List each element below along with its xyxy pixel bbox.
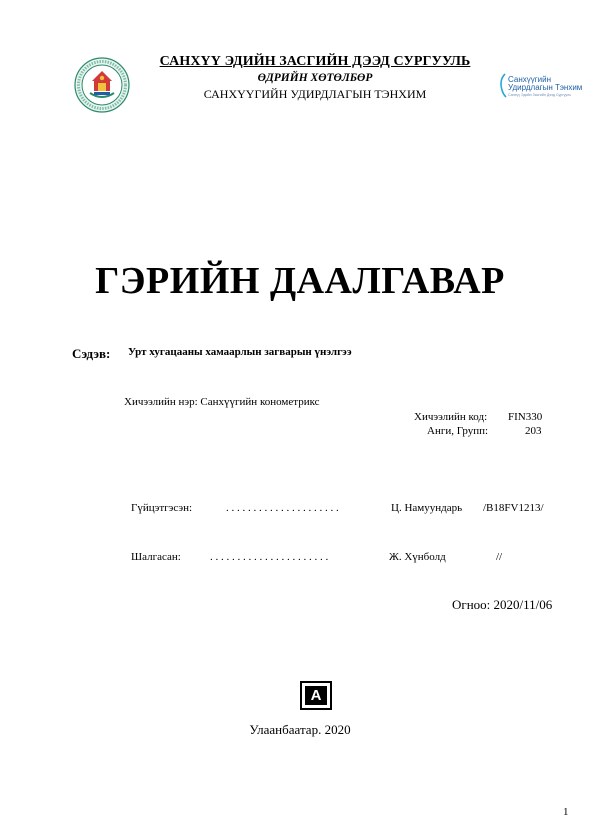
checked-by-id: // bbox=[496, 551, 503, 563]
department-name: САНХҮҮГИЙН УДИРДЛАГЫН ТЭНХИМ bbox=[203, 87, 427, 101]
checked-by-name: Ж. Хүнболд bbox=[389, 551, 446, 563]
course-code-value: FIN330 bbox=[508, 411, 543, 423]
document-date: Огноо: 2020/11/06 bbox=[452, 597, 553, 612]
performed-by-signature-line: . . . . . . . . . . . . . . . . . . . . . bbox=[226, 502, 339, 514]
school-seal-logo bbox=[74, 57, 130, 113]
department-logo-text-line3: Санхүү Эдийн Засгийн Дээд Сургууль bbox=[508, 93, 572, 97]
department-logo-text-line1: Санхүүгийн bbox=[508, 75, 552, 84]
course-name: Хичээлийн нэр: Санхүүгийн конометрикс bbox=[124, 396, 320, 408]
performed-by-label: Гүйцэтгэсэн: bbox=[131, 502, 193, 514]
program-name: ӨДРИЙН ХӨТӨЛБӨР bbox=[257, 72, 373, 84]
school-name: САНХҮҮ ЭДИЙН ЗАСГИЙН ДЭЭД СУРГУУЛЬ bbox=[159, 54, 471, 69]
emblem-letter: A bbox=[305, 686, 327, 705]
department-logo-text-line2: Удирдлагын Тэнхим bbox=[508, 83, 583, 92]
performed-by-name: Ц. Намуундарь bbox=[391, 502, 463, 514]
page-number: 1 bbox=[563, 806, 569, 818]
group-value: 203 bbox=[525, 425, 542, 437]
document-title: ГЭРИЙН ДААЛГАВАР bbox=[95, 260, 505, 302]
topic-value: Урт хугацааны хамаарлын загварын үнэлгээ bbox=[128, 346, 352, 358]
city-year: Улаанбаатар. 2020 bbox=[249, 722, 351, 737]
topic-label: Сэдэв: bbox=[72, 346, 111, 361]
emblem-a-icon bbox=[300, 681, 332, 710]
performed-by-id: /B18FV1213/ bbox=[483, 502, 544, 514]
checked-by-label: Шалгасан: bbox=[131, 551, 181, 563]
checked-by-signature-line: . . . . . . . . . . . . . . . . . . . . . . bbox=[210, 551, 329, 563]
course-code-label: Хичээлийн код: bbox=[414, 411, 488, 423]
group-label: Анги, Групп: bbox=[427, 425, 489, 437]
department-logo bbox=[498, 70, 583, 100]
